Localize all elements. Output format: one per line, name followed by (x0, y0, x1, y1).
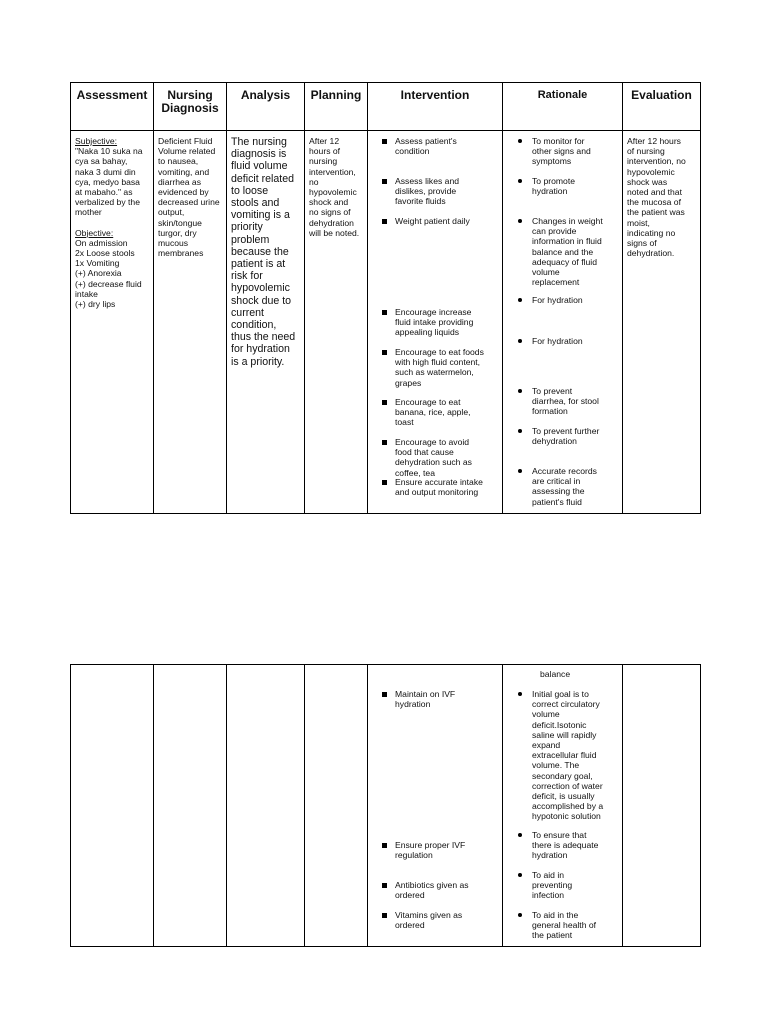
care-plan-table-page-2 (70, 664, 701, 947)
body-row (71, 131, 701, 514)
intervention-item: Vitamins given as ordered (380, 910, 498, 930)
rationale-item: To monitor for other signs and symptoms (515, 136, 615, 167)
rationale-continuation: balance (540, 669, 571, 679)
care-plan-table-page-1 (70, 82, 701, 514)
analysis-cell-empty (227, 665, 305, 947)
square-bullet-icon (382, 883, 387, 888)
assessment-cell-empty (71, 665, 154, 947)
evaluation-cell-empty (623, 665, 701, 947)
rationale-item: For hydration (515, 336, 615, 346)
square-bullet-icon (382, 310, 387, 315)
intervention-item: Encourage to eat banana, rice, apple, toast (380, 397, 498, 428)
rationale-cell (503, 665, 623, 947)
round-bullet-icon (518, 913, 522, 917)
square-bullet-icon (382, 219, 387, 224)
intervention-item: Assess likes and dislikes, provide favorite fluids (380, 176, 498, 207)
header-nursing-diagnosis: Nursing Diagnosis (154, 83, 227, 131)
square-bullet-icon (382, 440, 387, 445)
intervention-item: Weight patient daily (380, 216, 498, 226)
intervention-item: Assess patient's condition (380, 136, 498, 156)
rationale-item: To prevent diarrhea, for stool formation (515, 386, 615, 417)
header-row (71, 83, 701, 131)
intervention-cell (368, 665, 503, 947)
evaluation-text: After 12 hours of nursing intervention, no hypovolemic shock was noted and that the mucosa of the patient was moist, indicating no signs of dehydration. (627, 136, 686, 259)
square-bullet-icon (382, 139, 387, 144)
intervention-item: Encourage to avoid food that cause dehydration such as coffee, tea (380, 437, 498, 478)
square-bullet-icon (382, 400, 387, 405)
intervention-item: Maintain on IVF hydration (380, 689, 498, 709)
analysis-cell (227, 131, 305, 514)
intervention-item: Encourage to eat foods with high fluid content, such as watermelon, grapes (380, 347, 498, 388)
intervention-item: Ensure proper IVF regulation (380, 840, 498, 860)
round-bullet-icon (518, 298, 522, 302)
header-planning: Planning (305, 83, 368, 131)
rationale-item: Changes in weight can provide information in fluid balance and the adequacy of fluid volume replacement (515, 216, 615, 287)
round-bullet-icon (518, 139, 522, 143)
square-bullet-icon (382, 350, 387, 355)
rationale-item: Accurate records are critical in assessing the patient's fluid (515, 466, 615, 507)
rationale-cell (503, 131, 623, 514)
round-bullet-icon (518, 389, 522, 393)
round-bullet-icon (518, 833, 522, 837)
square-bullet-icon (382, 480, 387, 485)
subjective-label: Subjective: (75, 136, 118, 146)
planning-cell (305, 131, 368, 514)
rationale-item: For hydration (515, 295, 615, 305)
evaluation-cell (623, 131, 701, 514)
header-analysis: Analysis (227, 83, 305, 131)
diagnosis-cell-empty (154, 665, 227, 947)
body-row (71, 665, 701, 947)
intervention-cell (368, 131, 503, 514)
square-bullet-icon (382, 179, 387, 184)
rationale-item: To promote hydration (515, 176, 615, 196)
round-bullet-icon (518, 873, 522, 877)
round-bullet-icon (518, 469, 522, 473)
planning-cell-empty (305, 665, 368, 947)
rationale-item: To ensure that there is adequate hydration (515, 830, 615, 861)
header-assessment: Assessment (71, 83, 154, 131)
subjective-text: "Naka 10 suka na cya sa bahay, naka 3 dumi din cya, medyo basa at mabaho." as verbalized by the mother (75, 146, 143, 218)
rationale-item: To aid in preventing infection (515, 870, 615, 901)
rationale-item: Initial goal is to correct circulatory volume deficit.Isotonic saline will rapidly expand extracellular fluid volume. The secondary goal, correction of water deficit, is usually accomplished by a hypotonic solution (515, 689, 615, 822)
intervention-item: Encourage increase fluid intake providing appealing liquids (380, 307, 498, 338)
rationale-item: To aid in the general health of the patient (515, 910, 615, 941)
assessment-cell (71, 131, 154, 514)
round-bullet-icon (518, 692, 522, 696)
objective-label: Objective: (75, 227, 114, 238)
square-bullet-icon (382, 913, 387, 918)
header-evaluation: Evaluation (623, 83, 701, 131)
planning-text: After 12 hours of nursing intervention, no hypovolemic shock and no signs of dehydration will be noted. (309, 136, 360, 238)
intervention-item: Antibiotics given as ordered (380, 880, 498, 900)
round-bullet-icon (518, 429, 522, 433)
round-bullet-icon (518, 179, 522, 183)
round-bullet-icon (518, 339, 522, 343)
rationale-item: To prevent further dehydration (515, 426, 615, 446)
square-bullet-icon (382, 692, 387, 697)
analysis-text: The nursing diagnosis is fluid volume deficit related to loose stools and vomiting is a priority problem because the patient is at risk for hypovolemic shock due to current condition, thus the need for hydration is a priority. (231, 136, 296, 368)
header-intervention: Intervention (368, 83, 503, 131)
intervention-item: Ensure accurate intake and output monitoring (380, 477, 498, 497)
round-bullet-icon (518, 219, 522, 223)
diagnosis-cell (154, 131, 227, 514)
objective-text: On admission 2x Loose stools 1x Vomiting (+) Anorexia (+) decrease fluid intake (+) dry lips (75, 237, 142, 310)
square-bullet-icon (382, 843, 387, 848)
header-rationale: Rationale (503, 83, 623, 131)
diagnosis-text: Deficient Fluid Volume related to nausea, vomiting, and diarrhea as evidenced by decreased urine output, skin/tongue turgor, dry mucous membranes (158, 136, 220, 259)
